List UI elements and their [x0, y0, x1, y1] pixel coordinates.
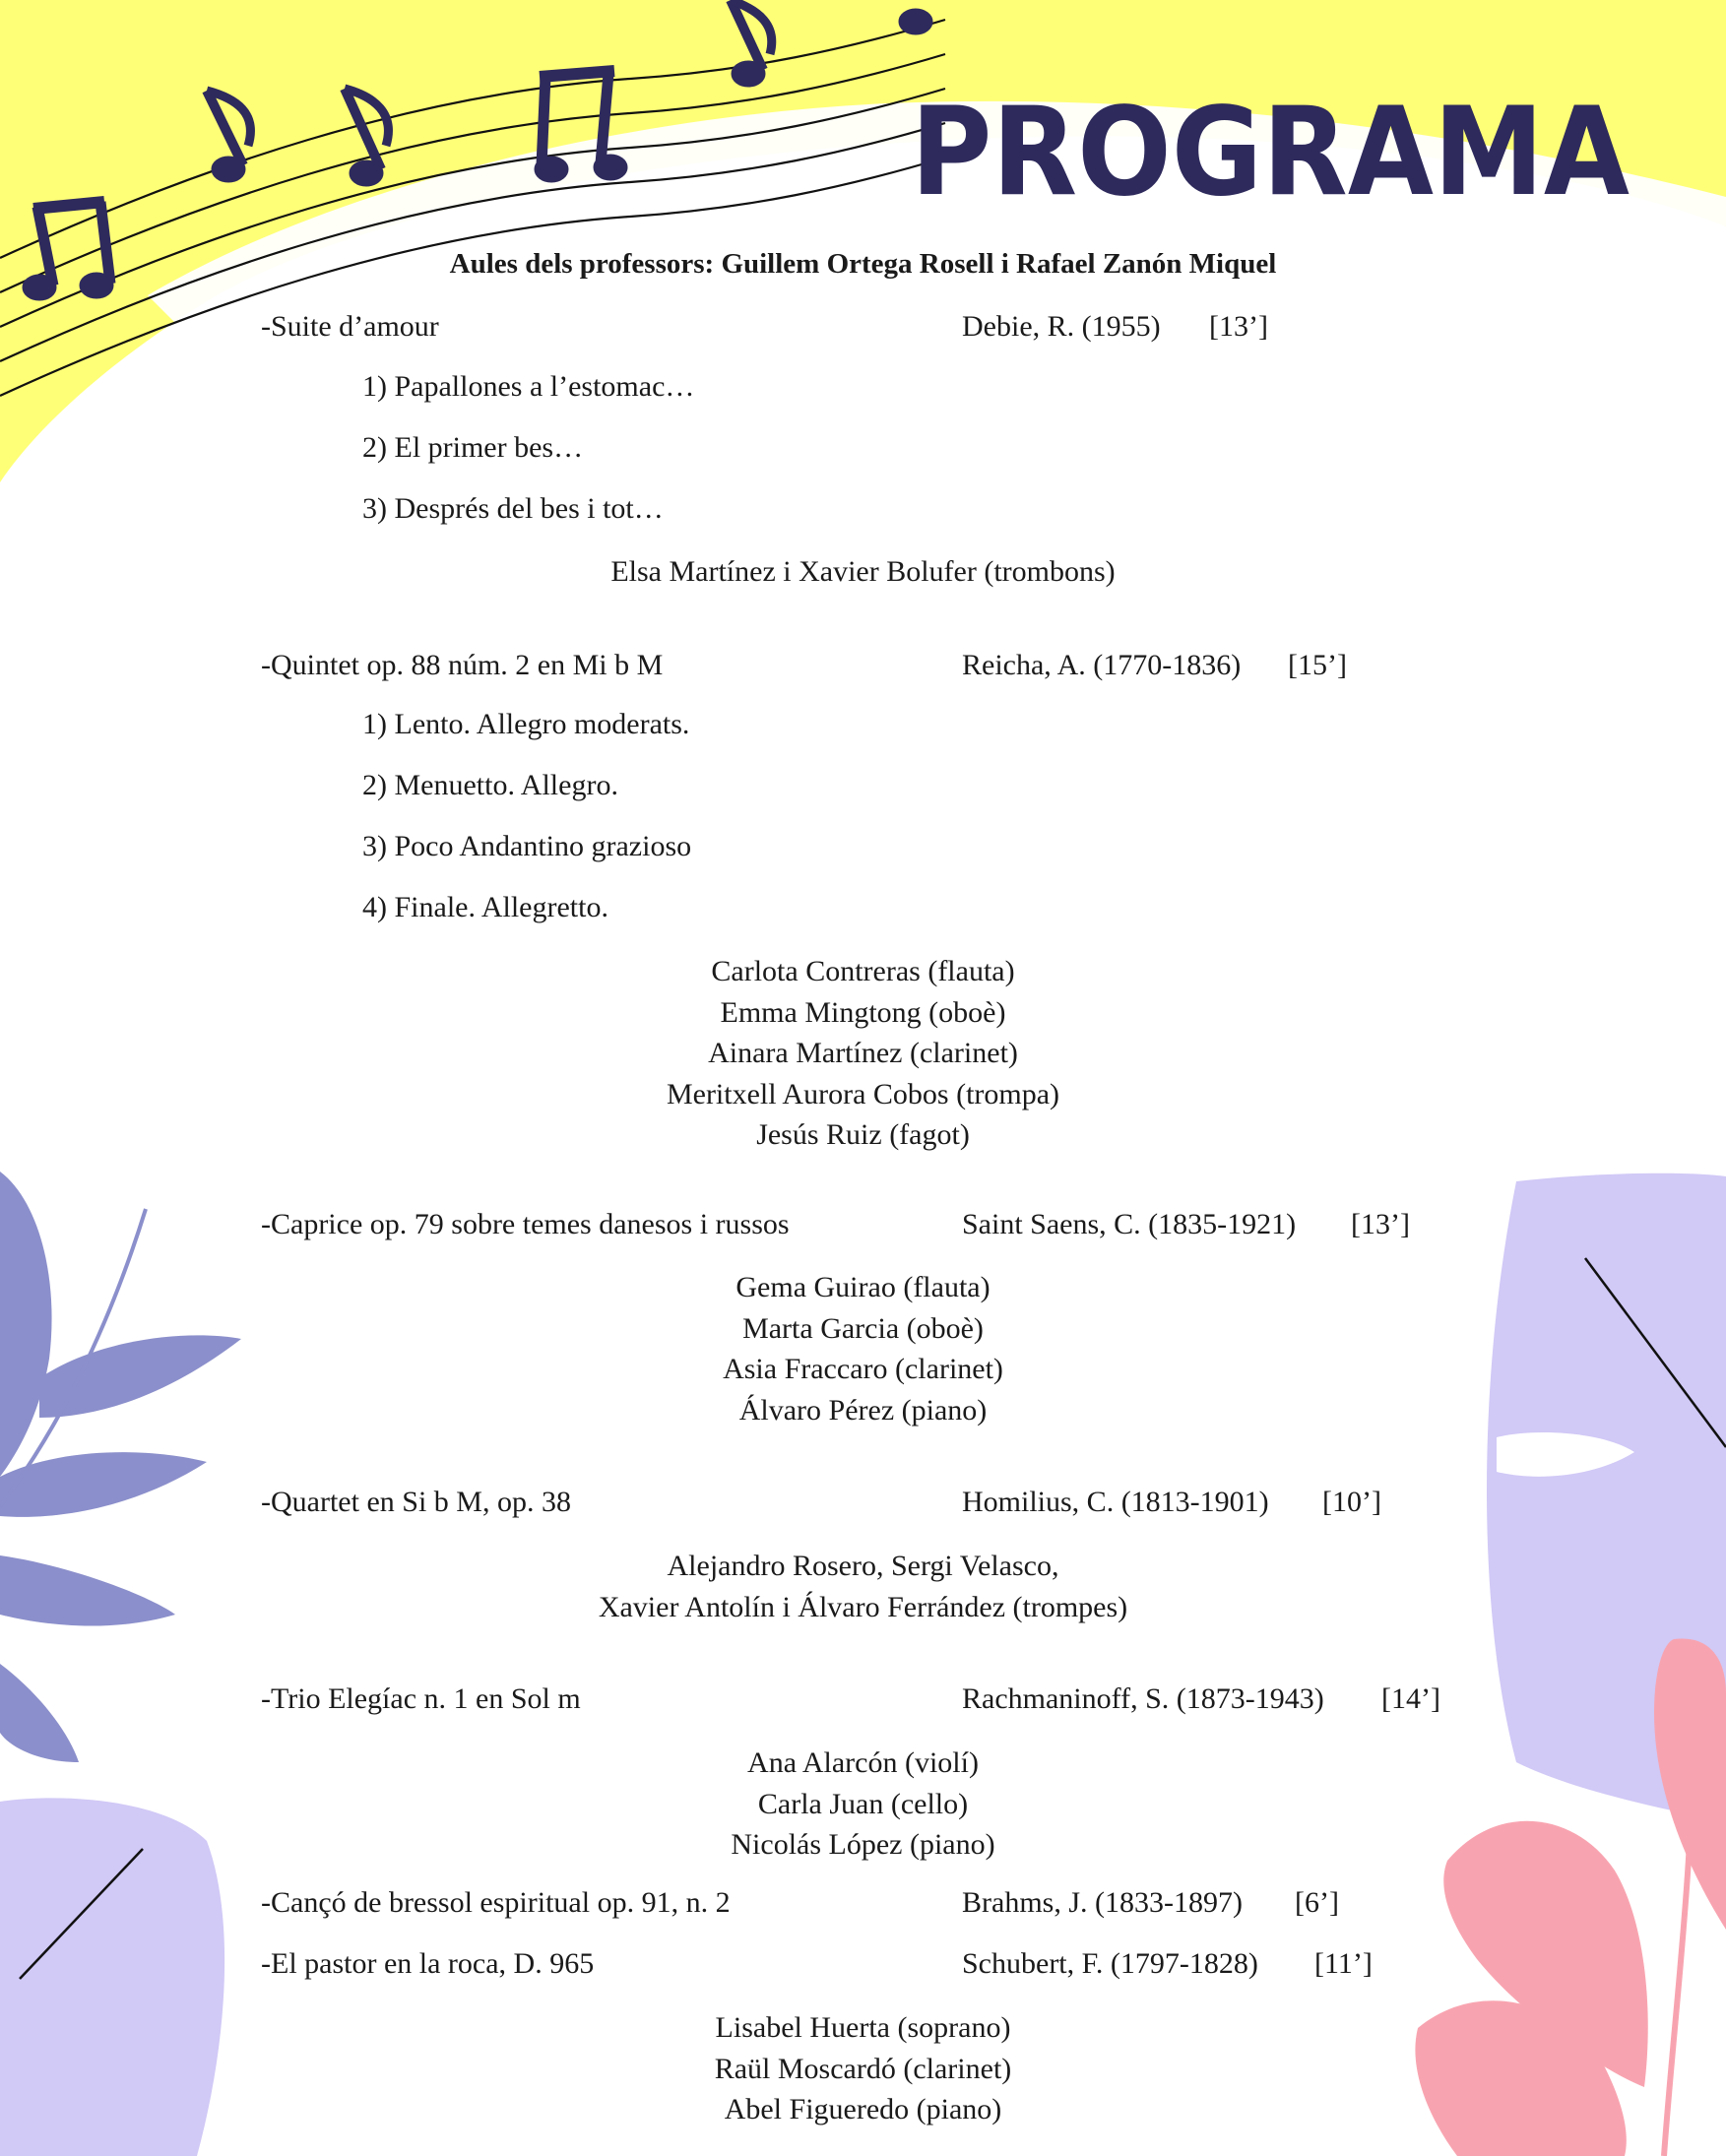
piece-composer: Schubert, F. (1797-1828) — [962, 1947, 1258, 1980]
piece-composer: Homilius, C. (1813-1901) — [962, 1486, 1269, 1518]
performer-line: Ainara Martínez (clarinet) — [708, 1037, 1018, 1069]
performers-block — [0, 1267, 1726, 1430]
performers-block — [0, 2007, 1726, 2130]
performers-block — [0, 1546, 1726, 1627]
performer-line: Carlota Contreras (flauta) — [711, 955, 1015, 987]
performer-line: Lisabel Huerta (soprano) — [715, 2011, 1011, 2044]
piece-title: -Quintet op. 88 núm. 2 en Mi b M — [261, 649, 664, 681]
piece-title: -Cançó de bressol espiritual op. 91, n. 2 — [261, 1886, 731, 1919]
performer-line: Ana Alarcón (violí) — [747, 1746, 979, 1779]
svg-text:PROGRAMA: PROGRAMA — [911, 82, 1630, 219]
piece-duration: [6’] — [1295, 1886, 1339, 1919]
piece-duration: [10’] — [1322, 1486, 1381, 1518]
performers-block — [0, 951, 1726, 1156]
movement-item: 1) Papallones a l’estomac… — [362, 370, 695, 403]
movement-item: 3) Poco Andantino grazioso — [362, 830, 692, 862]
performer-line: Raül Moscardó (clarinet) — [714, 2052, 1012, 2085]
performer-line: Xavier Antolín i Álvaro Ferrández (trompes) — [598, 1590, 1128, 1623]
piece-composer: Rachmaninoff, S. (1873-1943) — [962, 1682, 1324, 1715]
piece-duration: [13’] — [1351, 1208, 1410, 1240]
performer-line: Emma Mingtong (oboè) — [720, 995, 1006, 1029]
piece-duration: [14’] — [1381, 1682, 1440, 1715]
piece-duration: [11’] — [1314, 1947, 1373, 1980]
piece-composer: Reicha, A. (1770-1836) — [962, 649, 1242, 681]
performer-line: Carla Juan (cello) — [757, 1787, 969, 1820]
performer-line: Jesús Ruiz (fagot) — [756, 1118, 970, 1151]
movement-item: 2) Menuetto. Allegro. — [362, 769, 618, 801]
performer-line: Elsa Martínez i Xavier Bolufer (trombons) — [610, 555, 1116, 588]
piece-title: -Trio Elegíac n. 1 en Sol m — [261, 1682, 581, 1715]
piece-duration: [15’] — [1288, 649, 1347, 681]
movement-item: 3) Després del bes i tot… — [362, 492, 664, 525]
movement-item: 4) Finale. Allegretto. — [362, 891, 608, 923]
piece-composer: Debie, R. (1955) — [962, 310, 1161, 343]
performers-block — [0, 551, 1726, 593]
subtitle: Aules dels professors: Guillem Ortega Rosell i Rafael Zanón Miquel — [449, 248, 1277, 280]
piece-title: -Suite d’amour — [261, 310, 439, 343]
performer-line: Nicolás López (piano) — [731, 1828, 995, 1861]
piece-title: -El pastor en la roca, D. 965 — [261, 1947, 595, 1980]
movement-item: 2) El primer bes… — [362, 431, 584, 464]
performer-line: Alejandro Rosero, Sergi Velasco, — [667, 1550, 1059, 1582]
movement-item: 1) Lento. Allegro moderats. — [362, 708, 690, 740]
piece-composer: Saint Saens, C. (1835-1921) — [962, 1208, 1297, 1240]
performer-line: Meritxell Aurora Cobos (trompa) — [666, 1077, 1060, 1110]
piece-title: -Caprice op. 79 sobre temes danesos i russos — [261, 1208, 790, 1240]
page-title — [911, 71, 1659, 219]
performer-line: Marta Garcia (oboè) — [742, 1311, 984, 1345]
performer-line: Gema Guirao (flauta) — [735, 1271, 991, 1303]
piece-title: -Quartet en Si b M, op. 38 — [261, 1486, 571, 1518]
piece-composer: Brahms, J. (1833-1897) — [962, 1886, 1243, 1919]
piece-duration: [13’] — [1209, 310, 1268, 343]
performer-line: Asia Fraccaro (clarinet) — [723, 1353, 1003, 1385]
performer-line: Álvaro Pérez (piano) — [738, 1393, 988, 1427]
performer-line: Abel Figueredo (piano) — [724, 2093, 1002, 2125]
performers-block — [0, 1743, 1726, 1866]
